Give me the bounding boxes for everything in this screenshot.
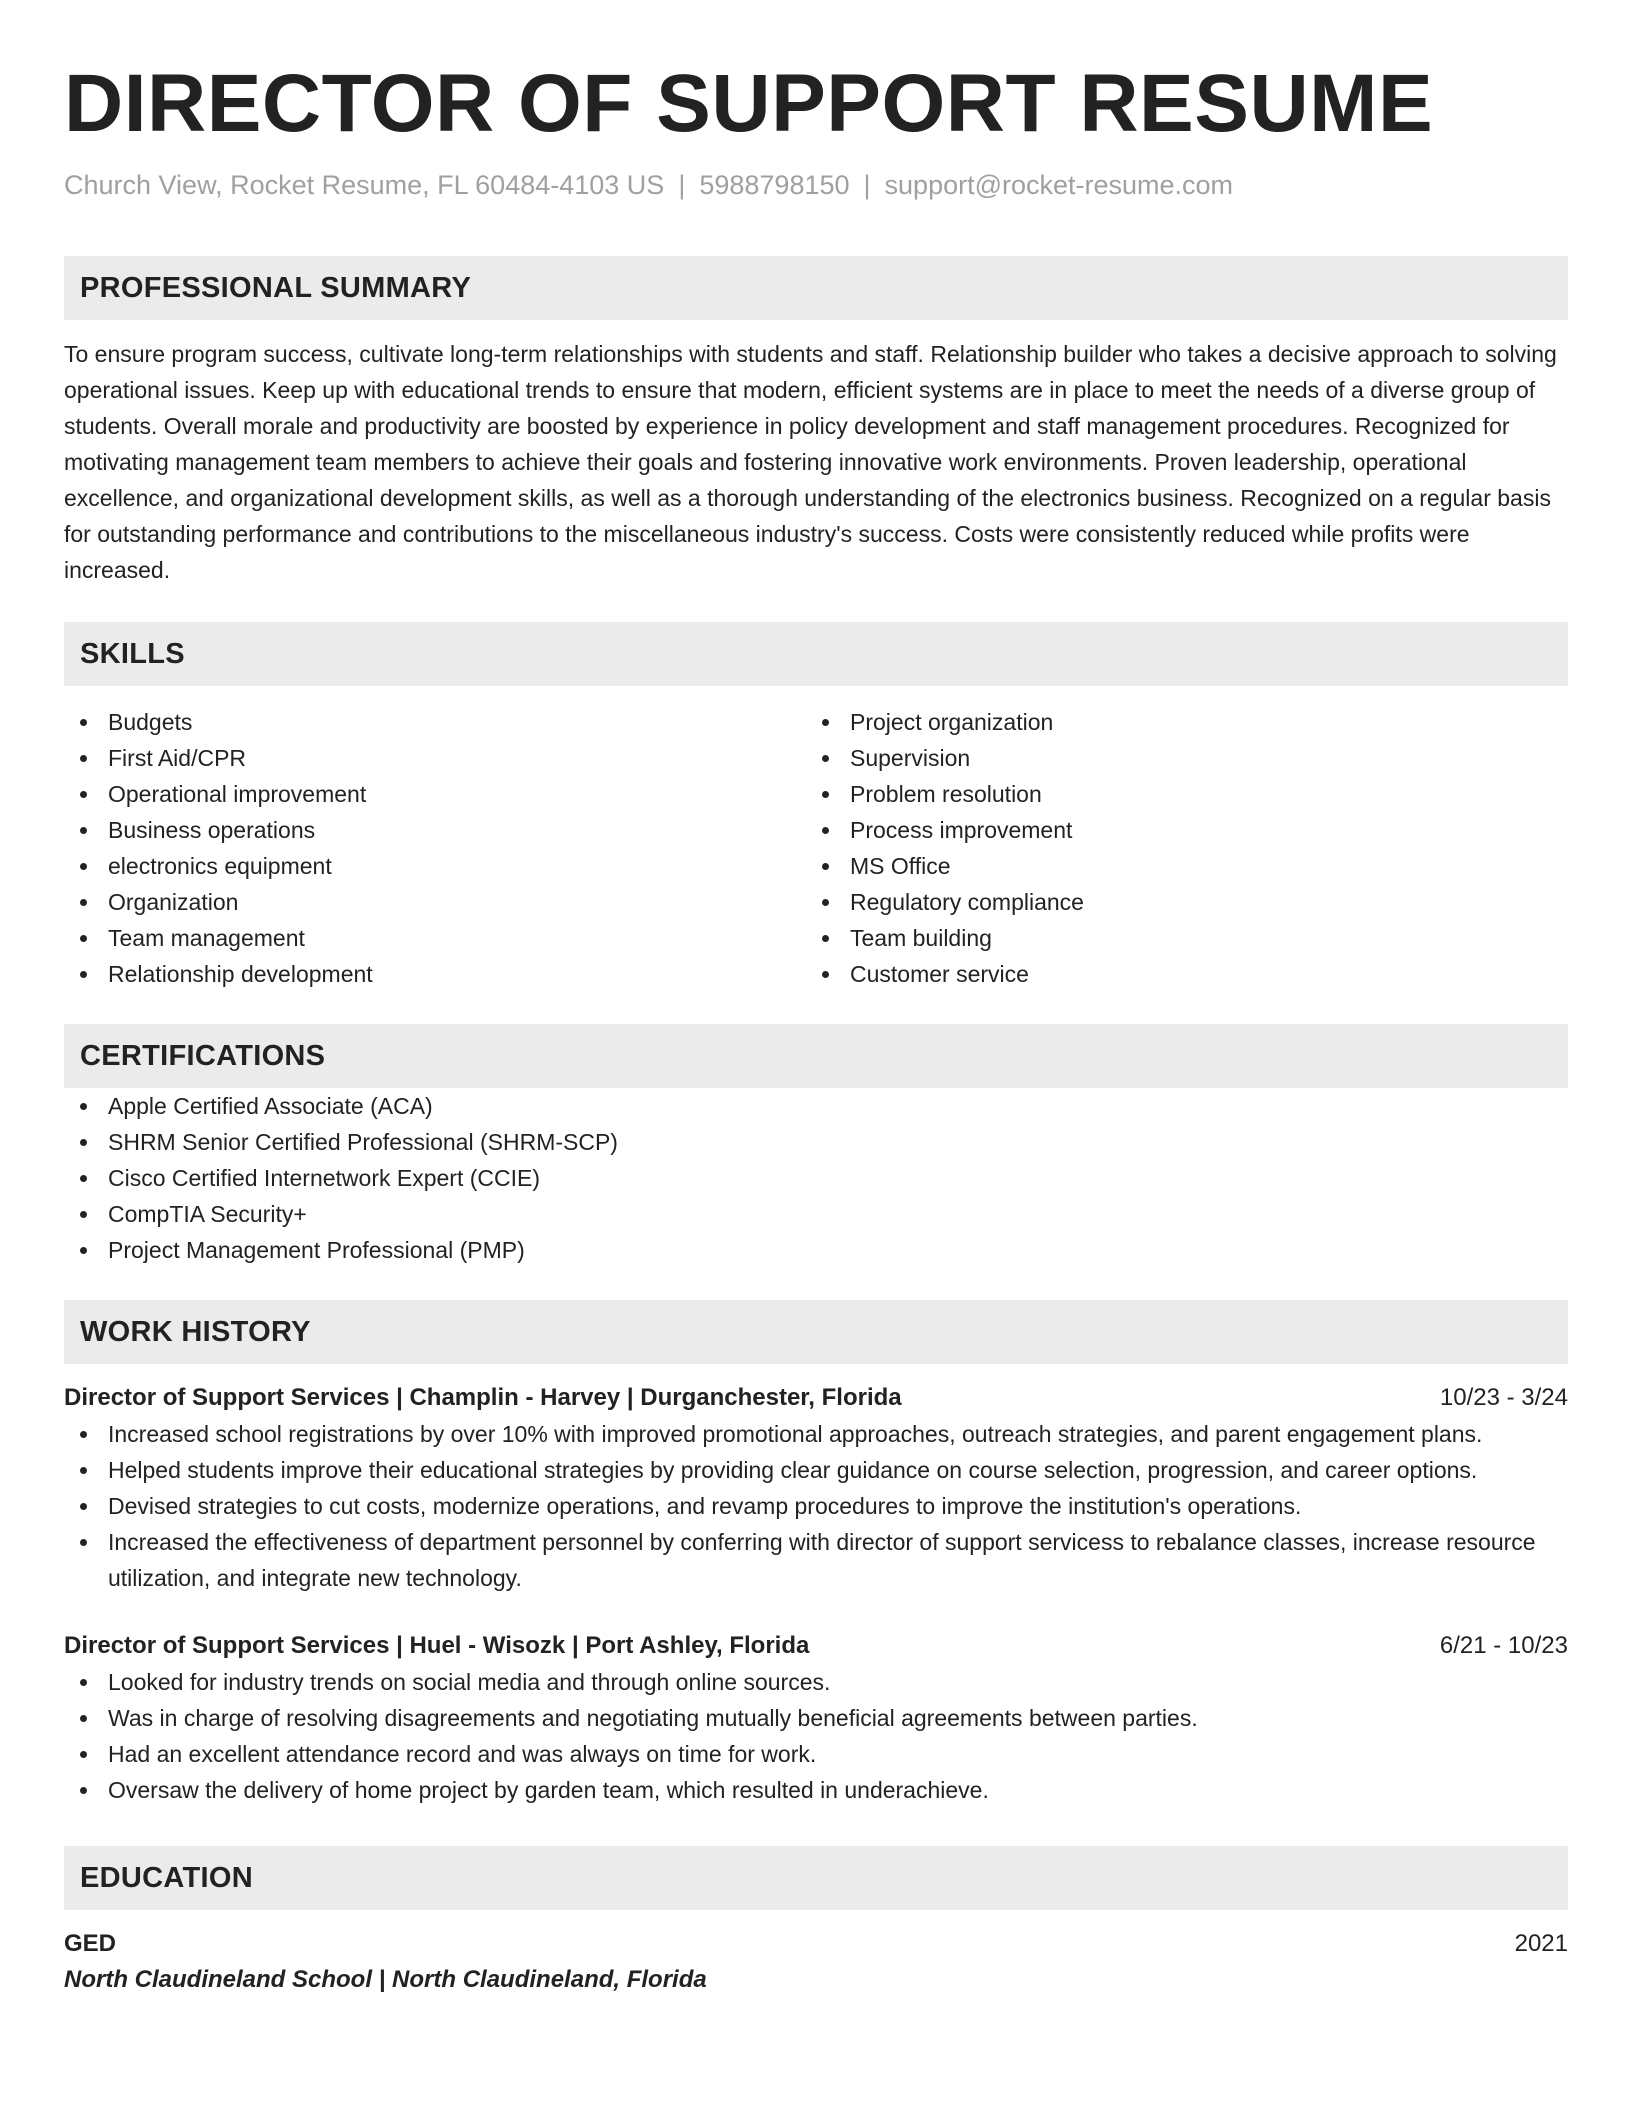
skill-item: MS Office (806, 848, 1548, 884)
skill-item: electronics equipment (64, 848, 806, 884)
job-bullet: Increased school registrations by over 10% with improved promotional approaches, outreach strategies, and parent engagement plans. (64, 1416, 1568, 1452)
summary-text: To ensure program success, cultivate long-term relationships with students and staff. Relationship builder who takes a decisive approach to solving operational issues. Keep up with educational trends to ensure that modern, efficient systems are in place to meet the needs of a diverse group of students. Overall morale and productivity are boosted by experience in policy development and staff management procedures. Recognized for motivating management team members to achieve their goals and fostering innovative work environments. Proven leadership, operational excellence, and organizational development skills, as well as a thorough understanding of the electronics business. Recognized on a regular basis for outstanding performance and contributions to the miscellaneous industry's success. Costs were consistently reduced while profits were increased. (64, 341, 1557, 583)
skill-item: Regulatory compliance (806, 884, 1548, 920)
section-header-education: EDUCATION (64, 1846, 1568, 1910)
job-title: Director of Support Services | Champlin - Harvey | Durganchester, Florida (64, 1384, 902, 1411)
certification-item: SHRM Senior Certified Professional (SHRM-SCP) (64, 1124, 1568, 1160)
skill-item: Business operations (64, 812, 806, 848)
education-year: 2021 (1514, 1930, 1568, 1957)
section-header-certifications: CERTIFICATIONS (64, 1024, 1568, 1088)
job-entry-header (64, 1628, 1568, 1664)
certification-item: CompTIA Security+ (64, 1196, 1568, 1232)
job-bullet-list (64, 1416, 1568, 1596)
skill-item: Organization (64, 884, 806, 920)
skill-item: Team management (64, 920, 806, 956)
job-title: Director of Support Services | Huel - Wisozk | Port Ashley, Florida (64, 1632, 810, 1659)
skill-item: Budgets (64, 704, 806, 740)
skill-item: Operational improvement (64, 776, 806, 812)
contact-separator: | (863, 170, 871, 200)
job-dates: 10/23 - 3/24 (1439, 1384, 1568, 1411)
education-school: North Claudineland School | North Claudineland, Florida (64, 1966, 707, 1993)
skills-column-left (64, 704, 806, 992)
certification-item: Cisco Certified Internetwork Expert (CCIE) (64, 1160, 1568, 1196)
section-header-skills: SKILLS (64, 622, 1568, 686)
section-header-work-history: WORK HISTORY (64, 1300, 1568, 1364)
skills-columns (64, 704, 1568, 992)
section-header-summary: PROFESSIONAL SUMMARY (64, 256, 1568, 320)
job-bullet: Looked for industry trends on social media and through online sources. (64, 1664, 1568, 1700)
education-entry-header (64, 1926, 1568, 1962)
job-bullet: Had an excellent attendance record and was always on time for work. (64, 1736, 1568, 1772)
skill-item: Team building (806, 920, 1548, 956)
job-bullet: Helped students improve their educational strategies by providing clear guidance on course selection, progression, and career options. (64, 1452, 1568, 1488)
contact-separator: | (678, 170, 686, 200)
job-bullet: Was in charge of resolving disagreements and negotiating mutually beneficial agreements between parties. (64, 1700, 1568, 1736)
job-bullet: Increased the effectiveness of department personnel by conferring with director of support servicess to rebalance classes, increase resource utilization, and integrate new technology. (64, 1524, 1568, 1596)
skill-item: Process improvement (806, 812, 1548, 848)
skill-item: First Aid/CPR (64, 740, 806, 776)
skill-item: Relationship development (64, 956, 806, 992)
certification-item: Apple Certified Associate (ACA) (64, 1088, 1568, 1124)
skill-item: Project organization (806, 704, 1548, 740)
job-dates: 6/21 - 10/23 (1439, 1632, 1568, 1659)
job-bullet: Devised strategies to cut costs, modernize operations, and revamp procedures to improve the institution's operations. (64, 1488, 1568, 1524)
skill-item: Customer service (806, 956, 1548, 992)
skill-item: Supervision (806, 740, 1548, 776)
resume-page (64, 0, 1568, 1998)
contact-phone: 5988798150 (699, 170, 850, 200)
job-bullet: Oversaw the delivery of home project by garden team, which resulted in underachieve. (64, 1772, 1568, 1808)
job-entry-header (64, 1380, 1568, 1416)
certification-list (64, 1088, 1568, 1268)
contact-address: Church View, Rocket Resume, FL 60484-4103 US (64, 170, 665, 200)
job-bullet-list (64, 1664, 1568, 1808)
education-degree: GED (64, 1930, 117, 1957)
resume-title: DIRECTOR OF SUPPORT RESUME (64, 58, 1434, 149)
skills-column-right (806, 704, 1548, 992)
contact-email: support@rocket-resume.com (884, 170, 1234, 200)
contact-line (64, 168, 1568, 202)
skill-item: Problem resolution (806, 776, 1548, 812)
certification-item: Project Management Professional (PMP) (64, 1232, 1568, 1268)
